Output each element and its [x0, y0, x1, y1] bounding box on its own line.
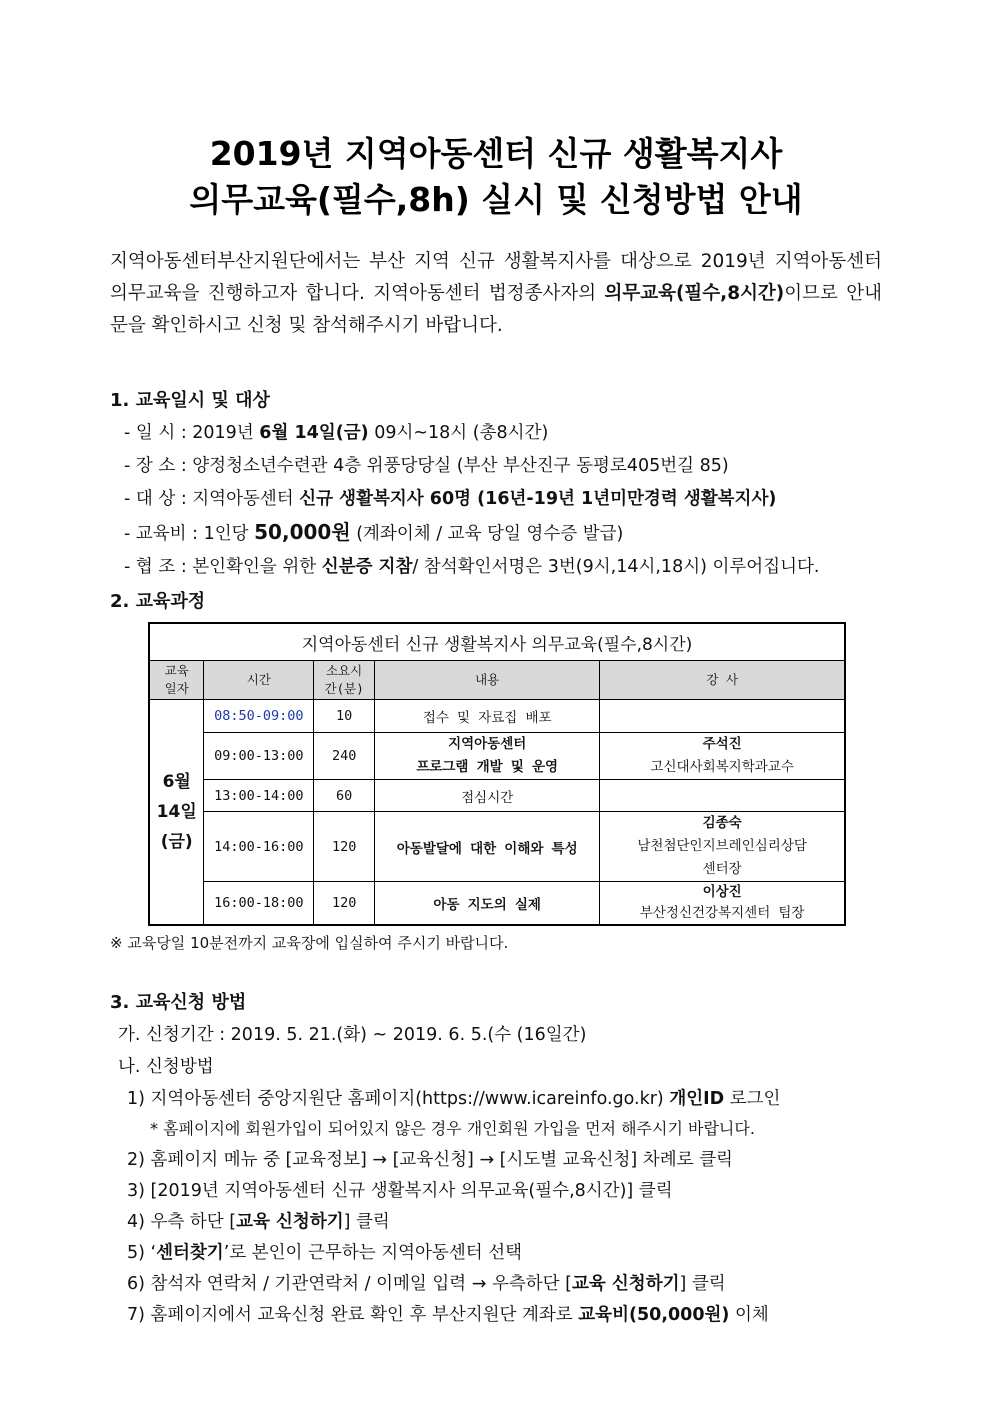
step7-line — [127, 1301, 769, 1326]
date-cell — [149, 700, 204, 926]
fee-pre: 1인당 — [203, 524, 255, 544]
row3-lecturer — [600, 780, 845, 812]
row2-lecturer — [600, 733, 845, 780]
row5-content: 아동 지도의 실제 — [375, 882, 600, 926]
header-minutes-text: 소요시 간(분) — [324, 663, 364, 696]
fee-bold: 50,000원 — [254, 520, 351, 544]
table-note: ※ 교육당일 10분전까지 교육장에 입실하여 주시기 바랍니다. — [110, 934, 509, 952]
date-cell-month: 6월 — [162, 772, 191, 792]
row5-minutes: 120 — [314, 882, 375, 926]
step7-pre: 7) 홈페이지에서 교육신청 완료 확인 후 부산지원단 계좌로 — [127, 1305, 579, 1325]
place-label: - 장 소 : — [124, 456, 193, 476]
page-title-line2: 의무교육(필수,8h) 실시 및 신청방법 안내 — [189, 180, 803, 219]
step1-pre: 1) 지역아동센터 중앙지원단 홈페이지(https://www.icareinfo.go.kr) — [127, 1089, 670, 1109]
date-post: 09시~18시 (총8시간) — [368, 423, 549, 443]
section3-heading: 3. 교육신청 방법 — [110, 992, 247, 1013]
step4-bold: 교육 신청하기 — [236, 1212, 344, 1232]
row1-lecturer — [600, 700, 845, 733]
date-pre: 2019년 — [192, 423, 260, 443]
header-minutes — [314, 661, 375, 700]
place-value: 양정청소년수련관 4층 위풍당당실 (부산 부산진구 동평로405번길 85) — [192, 456, 729, 476]
step4-pre: 4) 우측 하단 [ — [127, 1212, 237, 1232]
section1-heading: 1. 교육일시 및 대상 — [110, 390, 270, 411]
row2-time: 09:00-13:00 — [204, 733, 314, 780]
header-time: 시간 — [204, 661, 314, 700]
row2-lecturer-title: 고신대사회복지학과교수 — [650, 759, 794, 775]
period-line: 가. 신청기간 : 2019. 5. 21.(화) ~ 2019. 6. 5.(수 (16일간) — [118, 1025, 587, 1045]
row3-time: 13:00-14:00 — [204, 780, 314, 812]
date-cell-weekday: (금) — [160, 832, 193, 852]
header-lecturer: 강 사 — [600, 661, 845, 700]
row4-time: 14:00-16:00 — [204, 812, 314, 882]
date-label: - 일 시 : — [124, 423, 193, 443]
table-row — [149, 780, 845, 812]
step7-post: 이체 — [729, 1305, 769, 1325]
row4-lecturer-name: 김종숙 — [702, 815, 742, 831]
step1-bold: 개인ID — [669, 1089, 725, 1109]
step6-line — [127, 1270, 726, 1295]
intro-text-1: 지역아동센터부산지원단에서는 부산 지역 신규 생활복지사를 대상으로 2019년 지역아동센터 의무교육을 진행하고자 합니다. 지역아동센터 법정종사자의 — [110, 251, 882, 304]
table-row — [149, 700, 845, 733]
header-content: 내용 — [375, 661, 600, 700]
step3-line: 3) [2019년 지역아동센터 신규 생활복지사 의무교육(필수,8시간)] 클릭 — [127, 1181, 673, 1201]
table-header-row — [149, 661, 845, 700]
step1-note: * 홈페이지에 회원가입이 되어있지 않은 경우 개인회원 가입을 먼저 해주시기 바랍니다. — [150, 1119, 755, 1138]
step5-pre: 5) ‘ — [127, 1243, 157, 1263]
table-row — [149, 882, 845, 926]
row3-content: 점심시간 — [375, 780, 600, 812]
row5-time: 16:00-18:00 — [204, 882, 314, 926]
step7-bold: 교육비(50,000원) — [578, 1305, 730, 1325]
step5-line — [127, 1239, 522, 1264]
step1-post: 로그인 — [724, 1089, 781, 1109]
step4-post: ] 클릭 — [343, 1212, 390, 1232]
fee-label: - 교육비 : — [124, 524, 204, 544]
target-bold: 신규 생활복지사 60명 — [299, 489, 472, 509]
row2-lecturer-name: 주석진 — [702, 736, 742, 752]
place-line — [124, 452, 729, 477]
header-date — [149, 661, 204, 700]
intro-paragraph — [110, 246, 882, 342]
step6-post: ] 클릭 — [679, 1274, 726, 1294]
target-label: - 대 상 : — [124, 489, 193, 509]
date-cell-day: 14일 — [156, 802, 197, 822]
page-title-line1: 2019년 지역아동센터 신규 생활복지사 — [209, 134, 783, 173]
coop-bold: 신분증 지참 — [321, 557, 413, 577]
schedule-table — [148, 622, 846, 926]
step4-line — [127, 1208, 390, 1233]
target-line — [124, 485, 776, 510]
section2-heading: 2. 교육과정 — [110, 591, 206, 612]
row4-lecturer — [600, 812, 845, 882]
row1-time: 08:50-09:00 — [204, 700, 314, 733]
intro-bold: 의무교육(필수,8시간) — [604, 283, 785, 304]
header-date-text: 교육 일자 — [164, 663, 189, 696]
coop-post: / 참석확인서명은 3번(9시,14시,18시) 이루어집니다. — [412, 557, 820, 577]
table-row — [149, 733, 845, 780]
table-caption: 지역아동센터 신규 생활복지사 의무교육(필수,8시간) — [149, 623, 845, 661]
row2-content: 지역아동센터 프로그램 개발 및 운영 — [375, 733, 600, 780]
fee-post: (계좌이체 / 교육 당일 영수증 발급) — [350, 524, 624, 544]
coop-label: - 협 조 : — [124, 557, 193, 577]
target-post: (16년-19년 1년미만경력 생활복지사) — [471, 489, 777, 509]
row3-minutes: 60 — [314, 780, 375, 812]
row5-lecturer-name: 이상진 — [702, 884, 742, 900]
fee-line — [124, 516, 623, 545]
method-line: 나. 신청방법 — [118, 1057, 214, 1077]
row1-content: 접수 및 자료집 배포 — [375, 700, 600, 733]
step6-bold: 교육 신청하기 — [571, 1274, 680, 1294]
row5-lecturer — [600, 882, 845, 926]
coop-line — [124, 553, 820, 578]
target-pre: 지역아동센터 — [192, 489, 300, 509]
step5-bold: 센터찾기 — [156, 1243, 224, 1263]
row1-minutes: 10 — [314, 700, 375, 733]
row4-lecturer-title: 남천첨단인지브레인심리상담 센터장 — [637, 838, 807, 877]
coop-pre: 본인확인을 위한 — [192, 557, 322, 577]
intro-text-2: 이므로 안내문을 확인하시고 신청 및 참석해주시기 바랍니다. — [110, 283, 882, 336]
date-bold: 6월 14일(금) — [259, 423, 369, 443]
row4-content: 아동발달에 대한 이해와 특성 — [375, 812, 600, 882]
step5-post: ’로 본인이 근무하는 지역아동센터 선택 — [223, 1243, 523, 1263]
step2-line: 2) 홈페이지 메뉴 중 [교육정보] → [교육신청] → [시도별 교육신청] 차례로 클릭 — [127, 1150, 733, 1170]
table-row — [149, 812, 845, 882]
row4-minutes: 120 — [314, 812, 375, 882]
row5-lecturer-title: 부산정신건강복지센터 팀장 — [639, 905, 805, 921]
step1-line — [127, 1085, 780, 1110]
step6-pre: 6) 참석자 연락처 / 기관연락처 / 이메일 입력 → 우측하단 [ — [127, 1274, 572, 1294]
date-line — [124, 419, 548, 444]
row2-minutes: 240 — [314, 733, 375, 780]
